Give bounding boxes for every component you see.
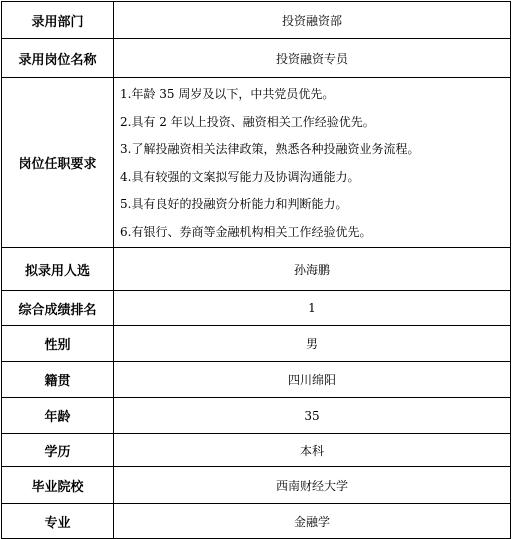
row-major <box>2 504 511 539</box>
requirement-item: 4.具有较强的文案拟写能力及协调沟通能力。 <box>120 169 360 184</box>
department-value: 投资融资部 <box>114 2 511 39</box>
candidate-label: 拟录用人选 <box>2 248 114 291</box>
major-value: 金融学 <box>114 504 511 539</box>
row-education <box>2 434 511 467</box>
requirement-item: 3.了解投融资相关法律政策，熟悉各种投融资业务流程。 <box>120 142 420 156</box>
row-requirements <box>2 78 511 248</box>
row-candidate <box>2 248 511 291</box>
age-label: 年龄 <box>2 398 114 434</box>
major-label: 专业 <box>2 504 114 539</box>
native-place-label: 籍贯 <box>2 362 114 398</box>
ranking-label: 综合成绩排名 <box>2 291 114 326</box>
requirement-item: 2.具有 2 年以上投资、融资相关工作经验优先。 <box>120 114 375 129</box>
requirement-item: 6.有银行、券商等金融机构相关工作经验优先。 <box>120 224 372 239</box>
position-value: 投资融资专员 <box>114 39 511 78</box>
requirement-item: 1.年龄 35 周岁及以下，中共党员优先。 <box>120 87 335 101</box>
gender-value: 男 <box>114 326 511 362</box>
school-value: 西南财经大学 <box>114 467 511 504</box>
candidate-value: 孙海鹏 <box>114 248 511 291</box>
requirement-item: 5.具有良好的投融资分析能力和判断能力。 <box>120 197 348 211</box>
school-label: 毕业院校 <box>2 467 114 504</box>
education-value: 本科 <box>114 434 511 467</box>
row-position <box>2 39 511 78</box>
position-label: 录用岗位名称 <box>2 39 114 78</box>
requirements-list <box>114 78 511 248</box>
row-native-place <box>2 362 511 398</box>
row-gender <box>2 326 511 362</box>
row-department <box>2 2 511 39</box>
requirements-label: 岗位任职要求 <box>2 78 114 248</box>
row-ranking <box>2 291 511 326</box>
ranking-value: 1 <box>114 291 511 326</box>
gender-label: 性别 <box>2 326 114 362</box>
recruitment-table <box>1 1 511 539</box>
native-place-value: 四川绵阳 <box>114 362 511 398</box>
age-value: 35 <box>114 398 511 434</box>
department-label: 录用部门 <box>2 2 114 39</box>
row-age <box>2 398 511 434</box>
education-label: 学历 <box>2 434 114 467</box>
row-school <box>2 467 511 504</box>
